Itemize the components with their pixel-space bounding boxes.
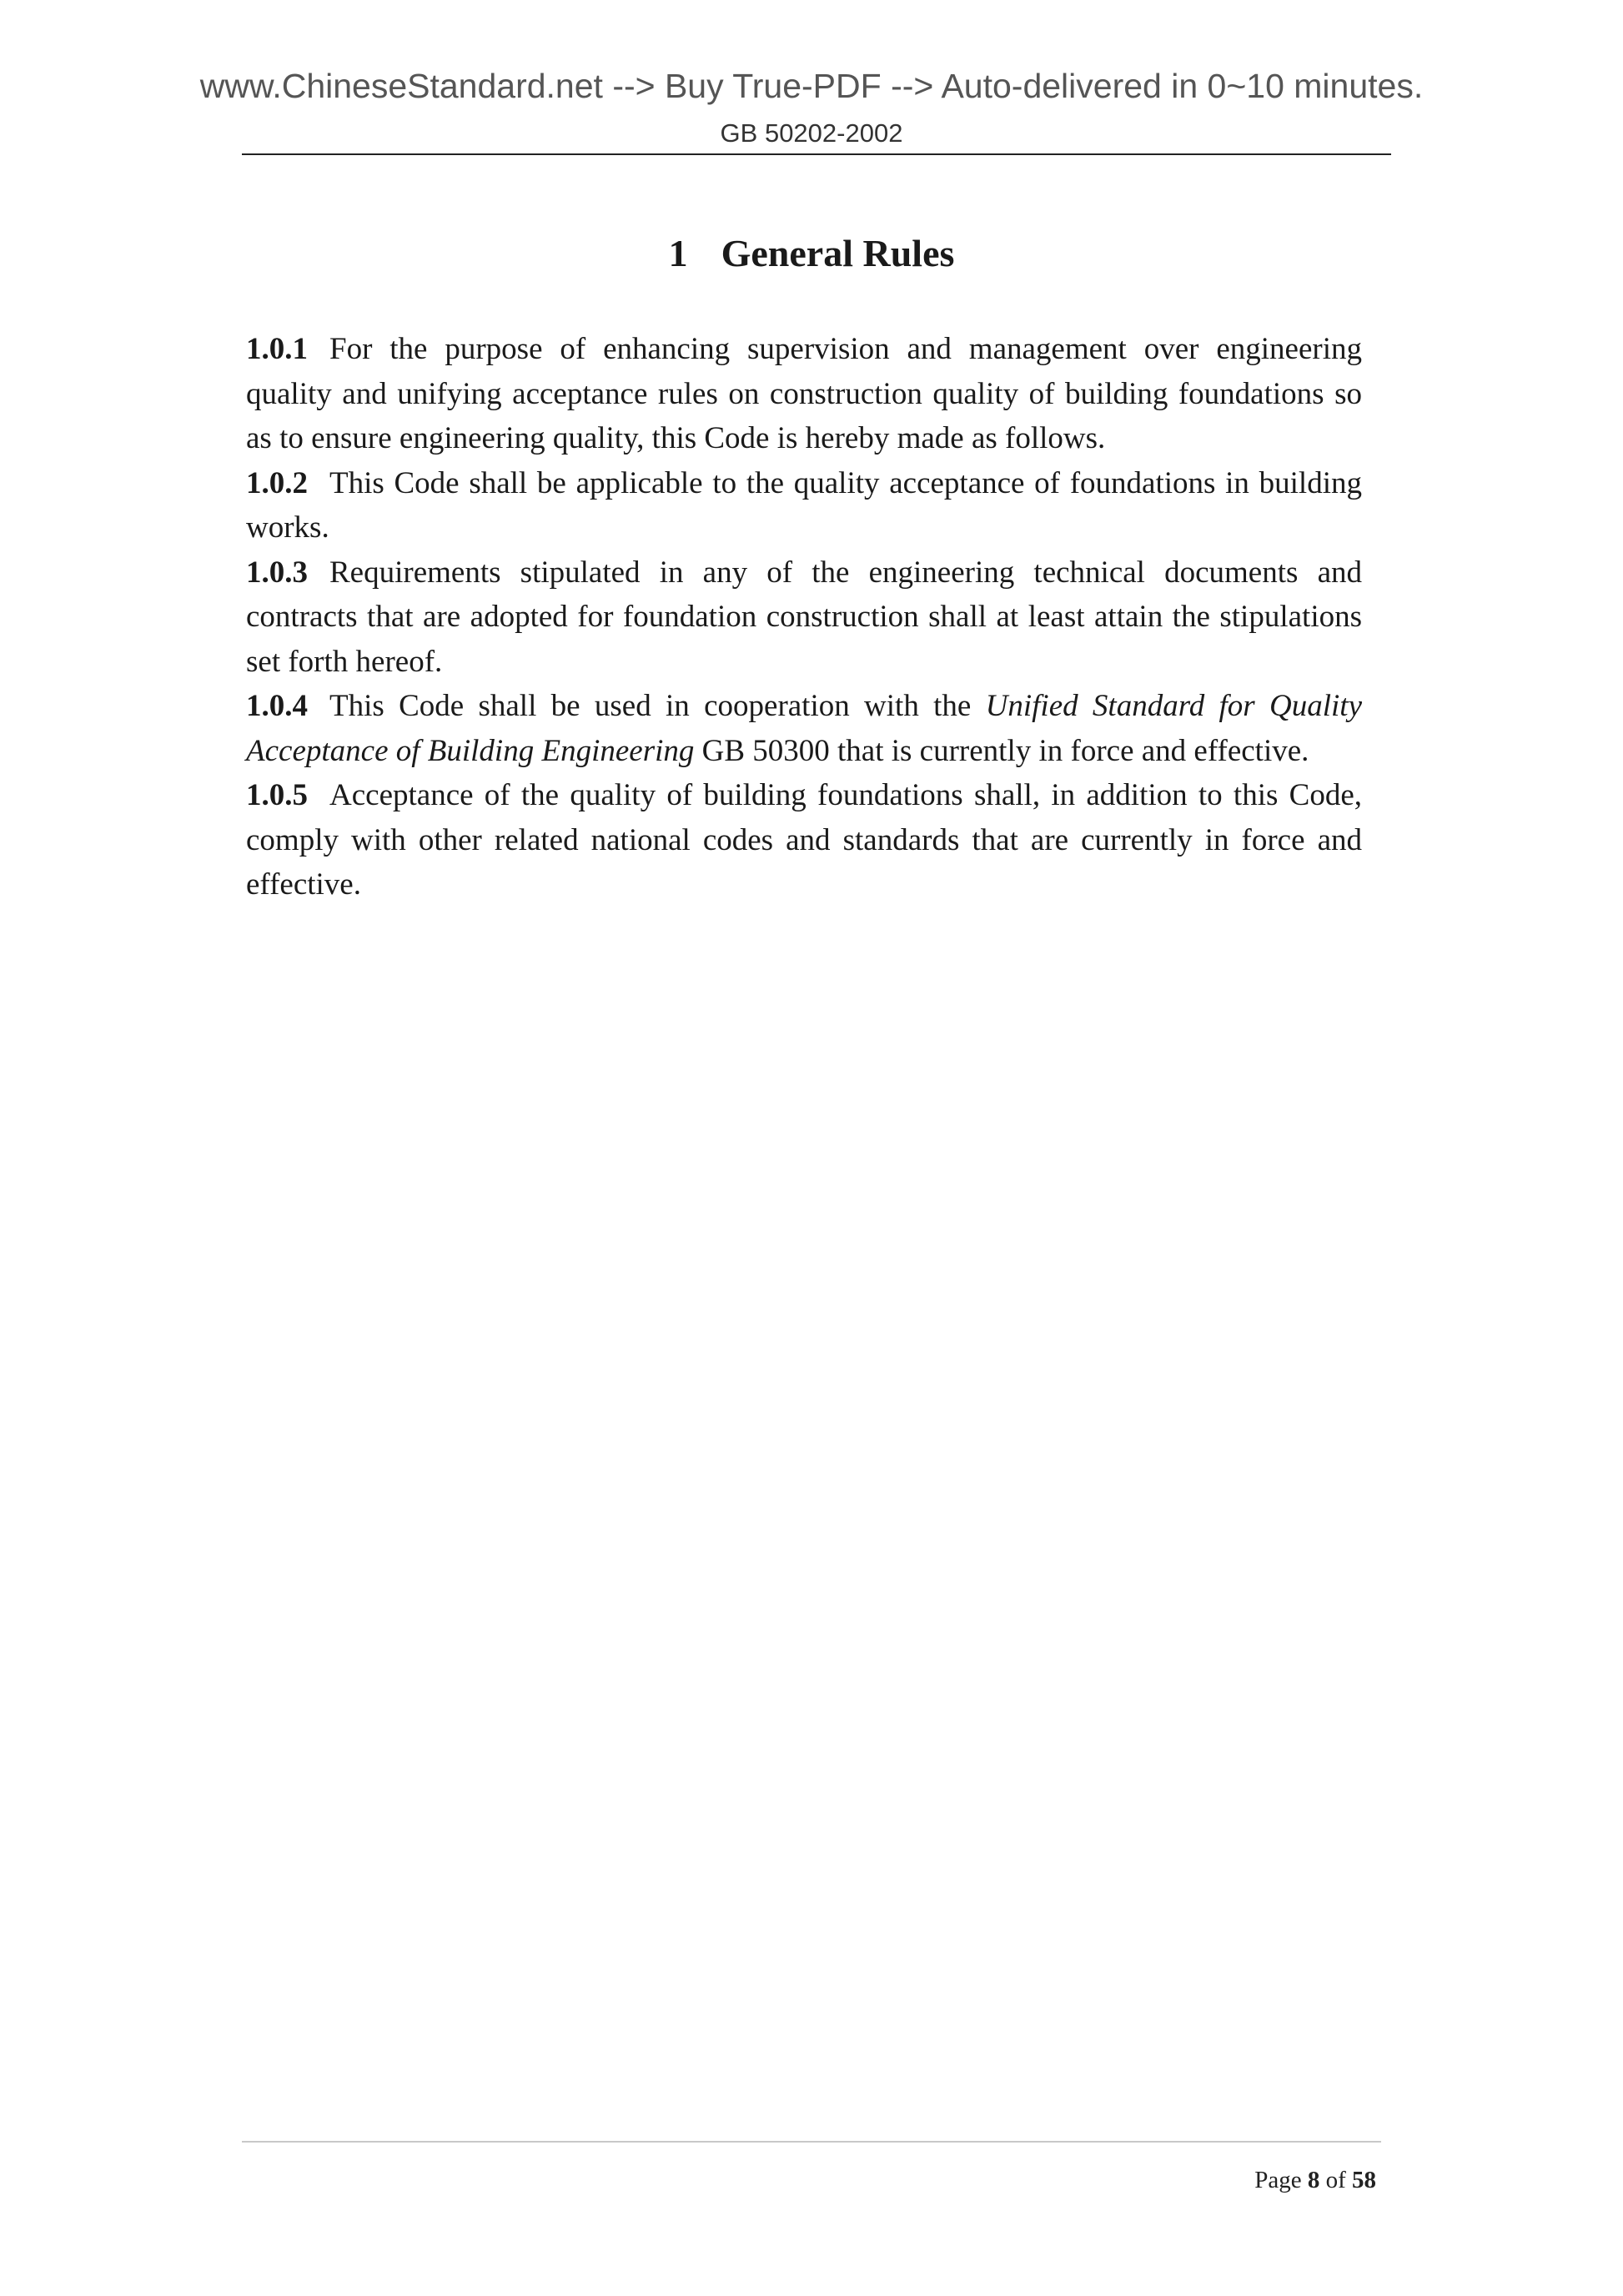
total-pages: 58 [1352,2167,1376,2193]
clause-text: Requirements stipulated in any of the engineering technical documents and contracts that are adopted for foundation construction shall at least attain the stipulations set forth hereof. [246,555,1362,679]
chapter-title-text: General Rules [721,232,955,274]
referenced-standard-title: Unified Standard for Quality Acceptance of Building Engineering [246,689,1362,768]
chapter-number: 1 [668,232,688,274]
clause-number: 1.0.2 [246,465,308,500]
clause-number: 1.0.4 [246,689,308,723]
clause-text: This Code shall be used in cooperation with the [329,689,986,723]
clause-number: 1.0.5 [246,778,308,812]
clause-text: Acceptance of the quality of building foundations shall, in addition to this Code, comply with other related national codes and standards that are currently in force and effective. [246,778,1362,902]
page-number [1168,2165,1376,2195]
clause-1-0-5 [246,773,1362,907]
clause-1-0-4 [246,684,1362,773]
chapter-title [0,229,1623,279]
clause-text-continued: GB 50300 that is currently in force and effective. [694,733,1309,768]
clause-text: This Code shall be applicable to the quality acceptance of foundations in building works. [246,465,1362,545]
clause-number: 1.0.1 [246,332,308,366]
of-label: of [1325,2167,1346,2193]
clause-1-0-2 [246,461,1362,550]
clause-1-0-3 [246,550,1362,685]
current-page: 8 [1307,2167,1320,2193]
standard-code: GB 50202-2002 [720,118,903,148]
header-divider [242,153,1391,155]
clause-number: 1.0.3 [246,555,308,590]
clause-text: For the purpose of enhancing supervision and management over engineering quality and unifying acceptance rules on construction quality of building foundations so as to ensure engineering quality, this Code is hereby made as follows. [246,332,1362,455]
clause-list [246,327,1362,907]
clause-1-0-1 [246,327,1362,461]
page-label: Page [1254,2167,1302,2193]
footer-divider [242,2141,1381,2143]
site-banner: www.ChineseStandard.net --> Buy True-PDF --> Auto-delivered in 0~10 minutes. [199,67,1424,105]
